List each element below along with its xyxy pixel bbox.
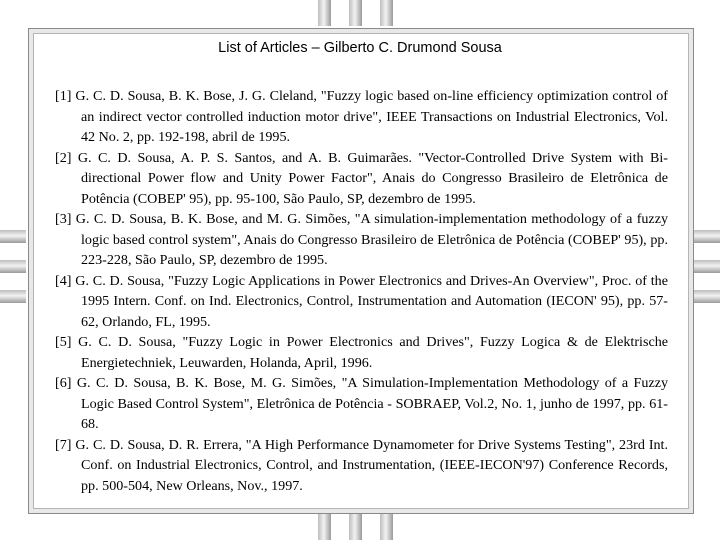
reference-item: [1] G. C. D. Sousa, B. K. Bose, J. G. Cleland, "Fuzzy logic based on-line efficiency optimization control of an indirect vector controlled induction motor drive", IEEE Transactions on Industrial Electronics, Vol. 42 No. 2, pp. 192-198, abril de 1995.	[55, 88, 668, 145]
right-border-tab	[694, 260, 720, 273]
bottom-border-tab	[380, 514, 393, 540]
left-border-tab	[0, 230, 26, 243]
reference-item: [4] G. C. D. Sousa, "Fuzzy Logic Applications in Power Electronics and Drives-An Overview", Proc. of the 1995 Intern. Conf. on Ind. Electronics, Control, Instrumentation and Automation (IECON' 95), pp. 57-62, Orlando, FL, 1995.	[55, 272, 668, 330]
reference-item: [7] G. C. D. Sousa, D. R. Errera, "A High Performance Dynamometer for Drive Systems Testing", 23rd Int. Conf. on Industrial Electronics, Control, and Instrumentation, (IEEE-IECON'97) Conference Records, pp. 500-504, New Orleans, Nov., 1997.	[55, 436, 668, 494]
right-border-tab	[694, 230, 720, 243]
top-border-tab	[349, 0, 362, 26]
right-border-tab	[694, 290, 720, 303]
reference-item: [5] G. C. D. Sousa, "Fuzzy Logic in Power Electronics and Drives", Fuzzy Logica & de Elektrische Energietechniek, Leuwarden, Holanda, April, 1996.	[55, 334, 668, 371]
bottom-border-tab	[349, 514, 362, 540]
reference-list	[55, 86, 668, 496]
top-border-tab	[380, 0, 393, 26]
reference-item: [2] G. C. D. Sousa, A. P. S. Santos, and A. B. Guimarães. "Vector-Controlled Drive System with Bi-directional Power flow and Unity Power Factor", Anais do Congresso Brasileiro de Eletrônica de Potência (COBEP' 95), pp. 95-100, São Paulo, SP, dezembro de 1995.	[55, 149, 668, 207]
left-border-tab	[0, 290, 26, 303]
top-border-tab	[318, 0, 331, 26]
left-border-tab	[0, 260, 26, 273]
reference-item: [6] G. C. D. Sousa, B. K. Bose, M. G. Simões, "A Simulation-Implementation Methodology of a Fuzzy Logic Based Control System", Eletrônica de Potência - SOBRAEP, Vol.2, No. 1, junho de 1997, pp. 61-68.	[55, 375, 668, 432]
bottom-border-tab	[318, 514, 331, 540]
reference-item: [3] G. C. D. Sousa, B. K. Bose, and M. G. Simões, "A simulation-implementation methodology of a fuzzy logic based control system", Anais do Congresso Brasileiro de Eletrônica de Potência (COBEP' 95), pp. 223-228, São Paulo, SP, dezembro de 1995.	[55, 211, 668, 268]
page-title: List of Articles – Gilberto C. Drumond Sousa	[218, 40, 502, 56]
